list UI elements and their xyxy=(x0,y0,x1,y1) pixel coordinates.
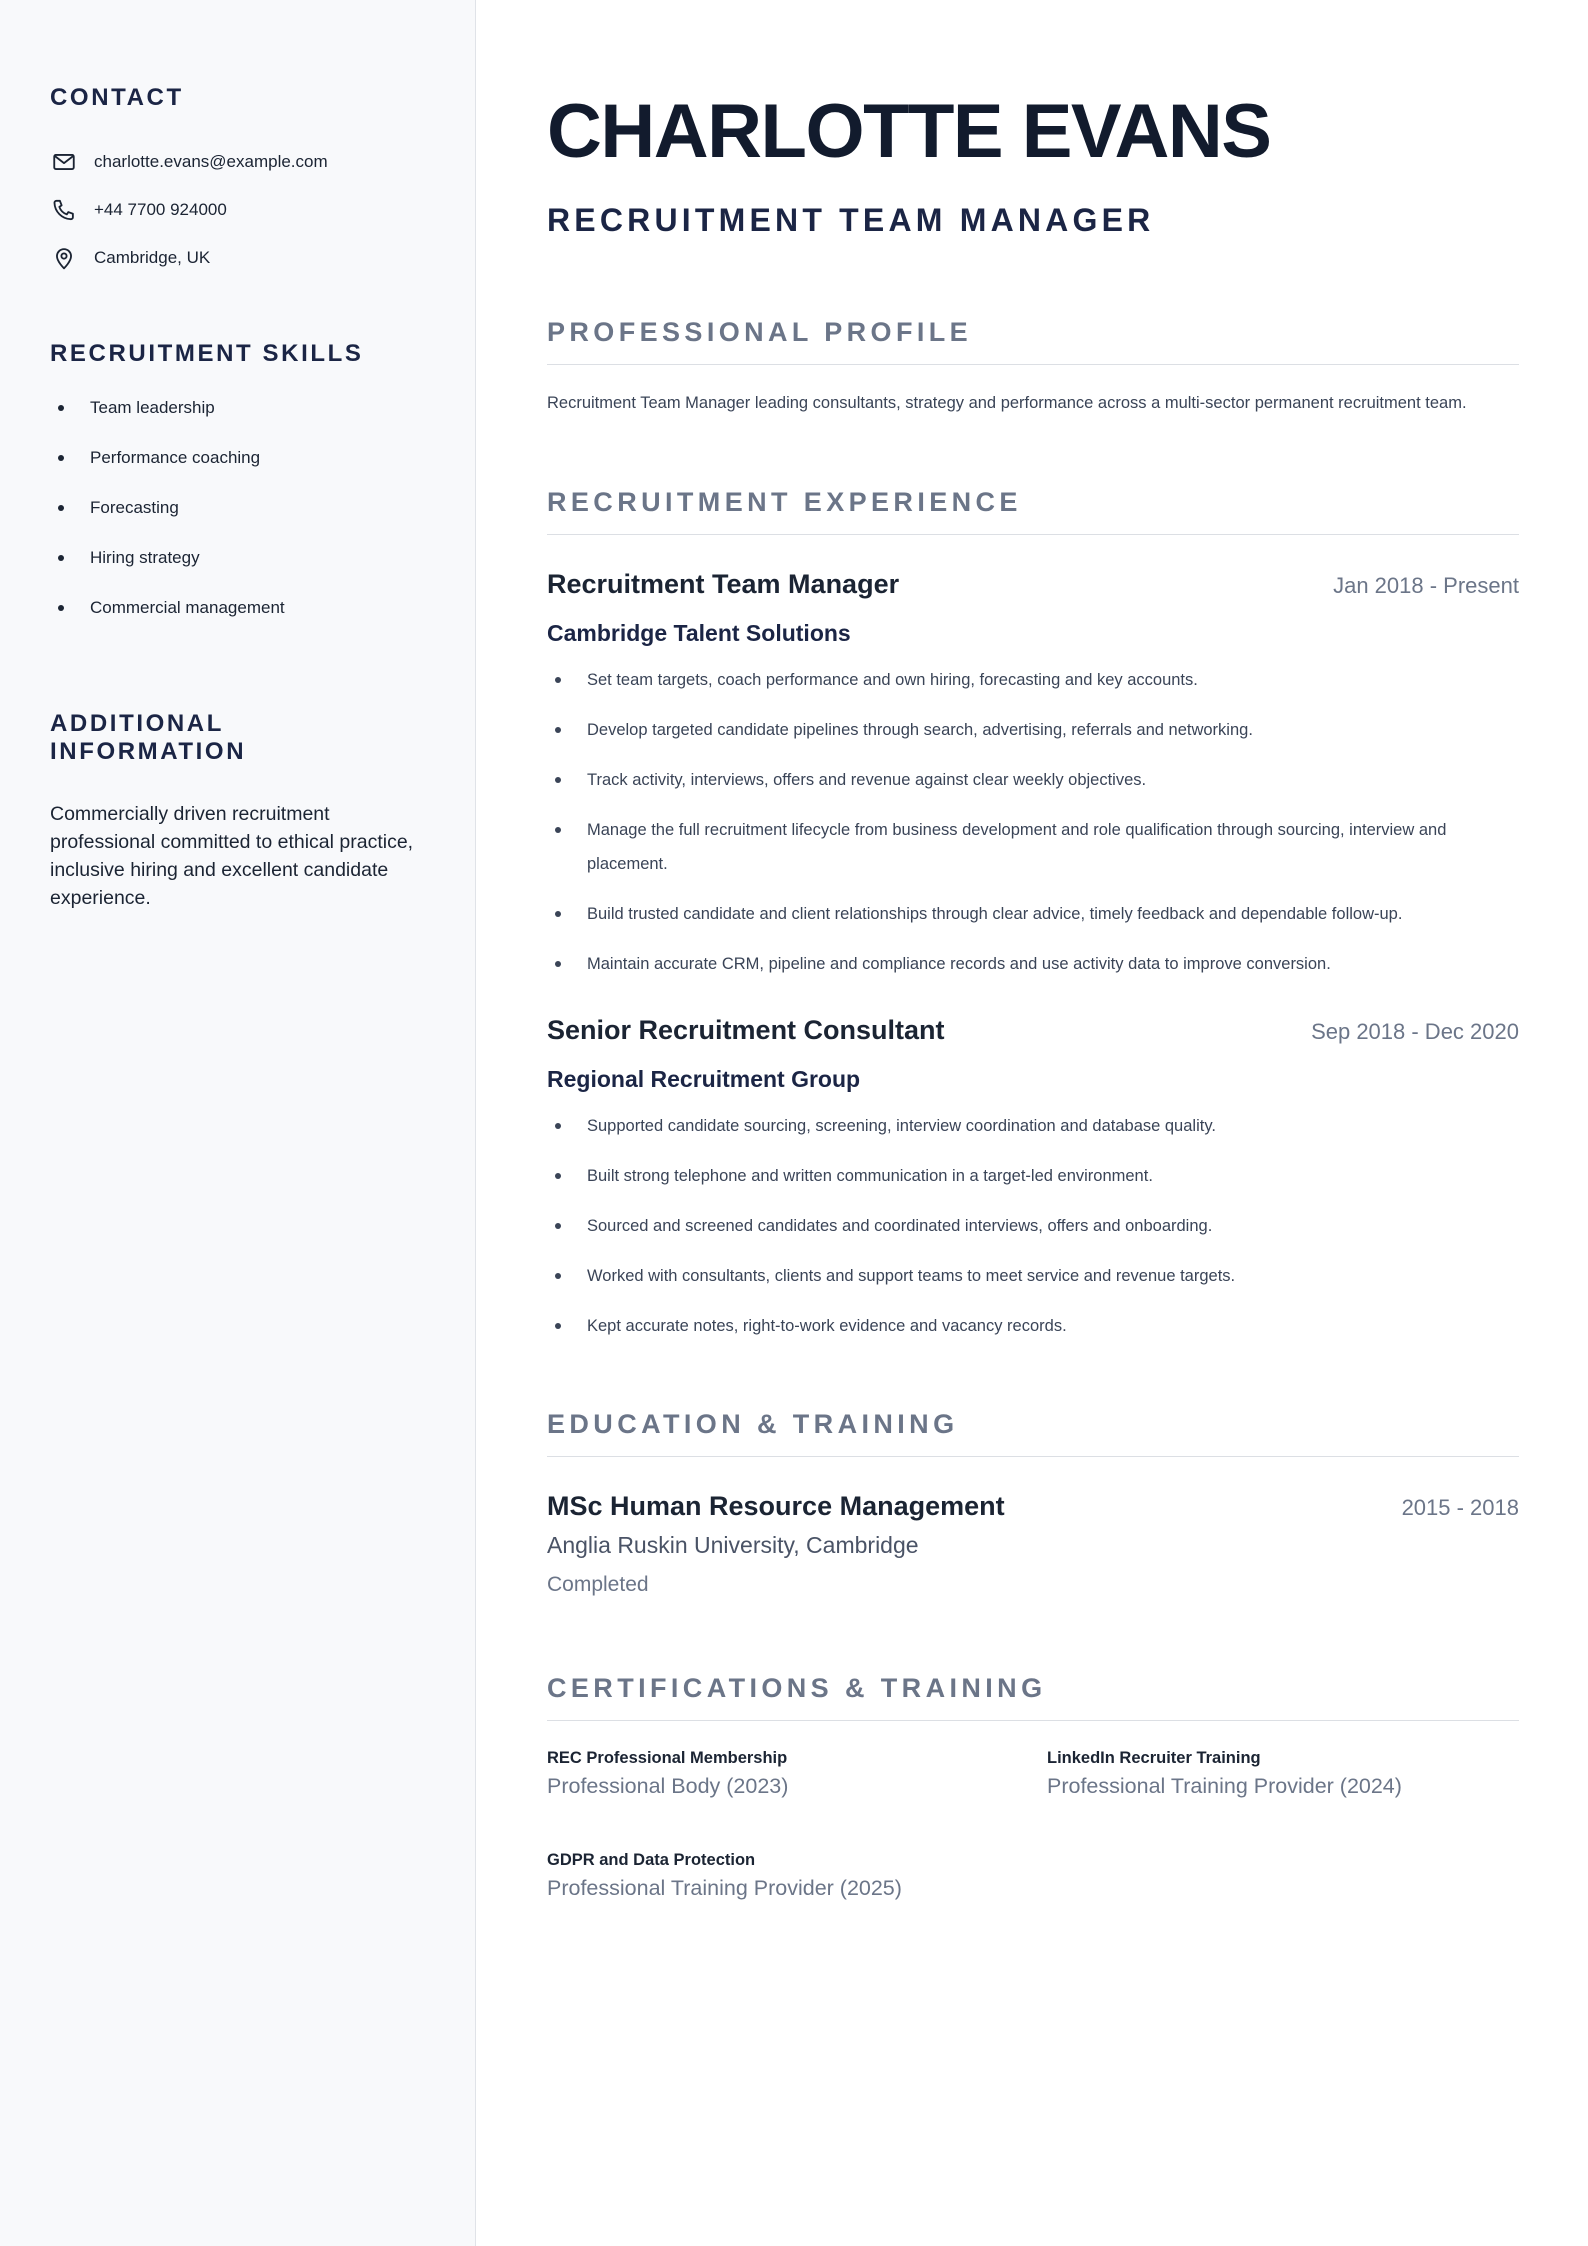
profile-heading: PROFESSIONAL PROFILE xyxy=(547,317,1519,365)
job-company: Regional Recruitment Group xyxy=(547,1066,861,1092)
job-bullets xyxy=(547,1109,1519,1343)
experience-section xyxy=(547,487,1519,1343)
email-text: charlotte.evans@example.com xyxy=(94,152,328,171)
job-title-headline: RECRUITMENT TEAM MANAGER xyxy=(547,202,1155,238)
job-bullet: Worked with consultants, clients and support teams to meet service and revenue targets. xyxy=(547,1259,1519,1293)
education-heading: EDUCATION & TRAINING xyxy=(547,1409,1519,1457)
education-status: Completed xyxy=(547,1573,649,1596)
profile-text: Recruitment Team Manager leading consultants, strategy and performance across a multi-sector permanent recruitment team. xyxy=(547,394,1467,412)
job-header xyxy=(547,569,1519,600)
job-title: Recruitment Team Manager xyxy=(547,569,900,599)
skill-item: Hiring strategy xyxy=(50,546,425,596)
job-bullet: Maintain accurate CRM, pipeline and compliance records and use activity data to improve conversion. xyxy=(547,947,1519,981)
skills-list xyxy=(50,396,425,646)
certification-name: REC Professional Membership xyxy=(547,1749,788,1767)
location-text: Cambridge, UK xyxy=(94,248,211,267)
job-bullet: Track activity, interviews, offers and revenue against clear weekly objectives. xyxy=(547,763,1519,797)
contact-phone[interactable] xyxy=(50,186,425,234)
certifications-section xyxy=(547,1673,1519,1901)
job-bullet: Manage the full recruitment lifecycle from business development and role qualification through sourcing, interview and placement. xyxy=(547,813,1519,881)
skill-item: Commercial management xyxy=(50,596,425,646)
contact-list xyxy=(50,138,425,282)
degree-title: MSc Human Resource Management xyxy=(547,1491,1005,1521)
education-entry xyxy=(547,1491,1519,1597)
certification-item xyxy=(1047,1749,1519,1799)
job-bullet: Kept accurate notes, right-to-work evidence and vacancy records. xyxy=(547,1309,1519,1343)
skill-item: Team leadership xyxy=(50,396,425,446)
skill-item: Forecasting xyxy=(50,496,425,546)
certifications-grid xyxy=(547,1749,1519,1901)
additional-info-heading: ADDITIONAL INFORMATION xyxy=(50,710,247,765)
education-dates: 2015 - 2018 xyxy=(1401,1495,1519,1520)
certification-provider: Professional Training Provider (2025) xyxy=(547,1876,902,1900)
job-company: Cambridge Talent Solutions xyxy=(547,620,851,646)
experience-heading: RECRUITMENT EXPERIENCE xyxy=(547,487,1519,535)
job-bullet: Develop targeted candidate pipelines through search, advertising, referrals and networking. xyxy=(547,713,1519,747)
contact-location xyxy=(50,234,425,282)
contact-heading: CONTACT xyxy=(50,84,184,111)
candidate-name: CHARLOTTE EVANS xyxy=(547,89,1271,174)
contact-email[interactable] xyxy=(50,138,425,186)
profile-section xyxy=(547,317,1519,415)
certification-provider: Professional Training Provider (2024) xyxy=(1047,1774,1402,1798)
skill-item: Performance coaching xyxy=(50,446,425,496)
job-bullet: Supported candidate sourcing, screening, interview coordination and database quality. xyxy=(547,1109,1519,1143)
phone-text: +44 7700 924000 xyxy=(94,200,227,219)
mail-icon xyxy=(50,148,78,176)
job-bullet: Build trusted candidate and client relationships through clear advice, timely feedback and dependable follow-up. xyxy=(547,897,1519,931)
job-title: Senior Recruitment Consultant xyxy=(547,1015,945,1045)
phone-icon xyxy=(50,196,78,224)
job-dates: Jan 2018 - Present xyxy=(1333,573,1519,598)
job-entry xyxy=(547,1015,1519,1343)
education-section xyxy=(547,1409,1519,1597)
certification-name: LinkedIn Recruiter Training xyxy=(1047,1749,1261,1767)
job-bullet: Built strong telephone and written communication in a target-led environment. xyxy=(547,1159,1519,1193)
job-bullets xyxy=(547,663,1519,981)
certification-provider: Professional Body (2023) xyxy=(547,1774,789,1798)
job-header xyxy=(547,1015,1519,1046)
institution-name: Anglia Ruskin University, Cambridge xyxy=(547,1532,919,1558)
additional-info-text: Commercially driven recruitment professional committed to ethical practice, inclusive hiring and excellent candidate experience. xyxy=(50,803,414,909)
job-bullet: Set team targets, coach performance and own hiring, forecasting and key accounts. xyxy=(547,663,1519,697)
certification-name: GDPR and Data Protection xyxy=(547,1851,756,1869)
skills-heading: RECRUITMENT SKILLS xyxy=(50,340,364,367)
main-content xyxy=(547,0,1519,1901)
job-bullet: Sourced and screened candidates and coordinated interviews, offers and onboarding. xyxy=(547,1209,1519,1243)
certification-item xyxy=(547,1851,1047,1901)
certifications-heading: CERTIFICATIONS & TRAINING xyxy=(547,1673,1519,1721)
certification-item xyxy=(547,1749,1047,1799)
education-header xyxy=(547,1491,1519,1522)
job-dates: Sep 2018 - Dec 2020 xyxy=(1311,1019,1519,1044)
job-entry xyxy=(547,569,1519,981)
sidebar xyxy=(0,0,476,2246)
location-pin-icon xyxy=(50,244,78,272)
